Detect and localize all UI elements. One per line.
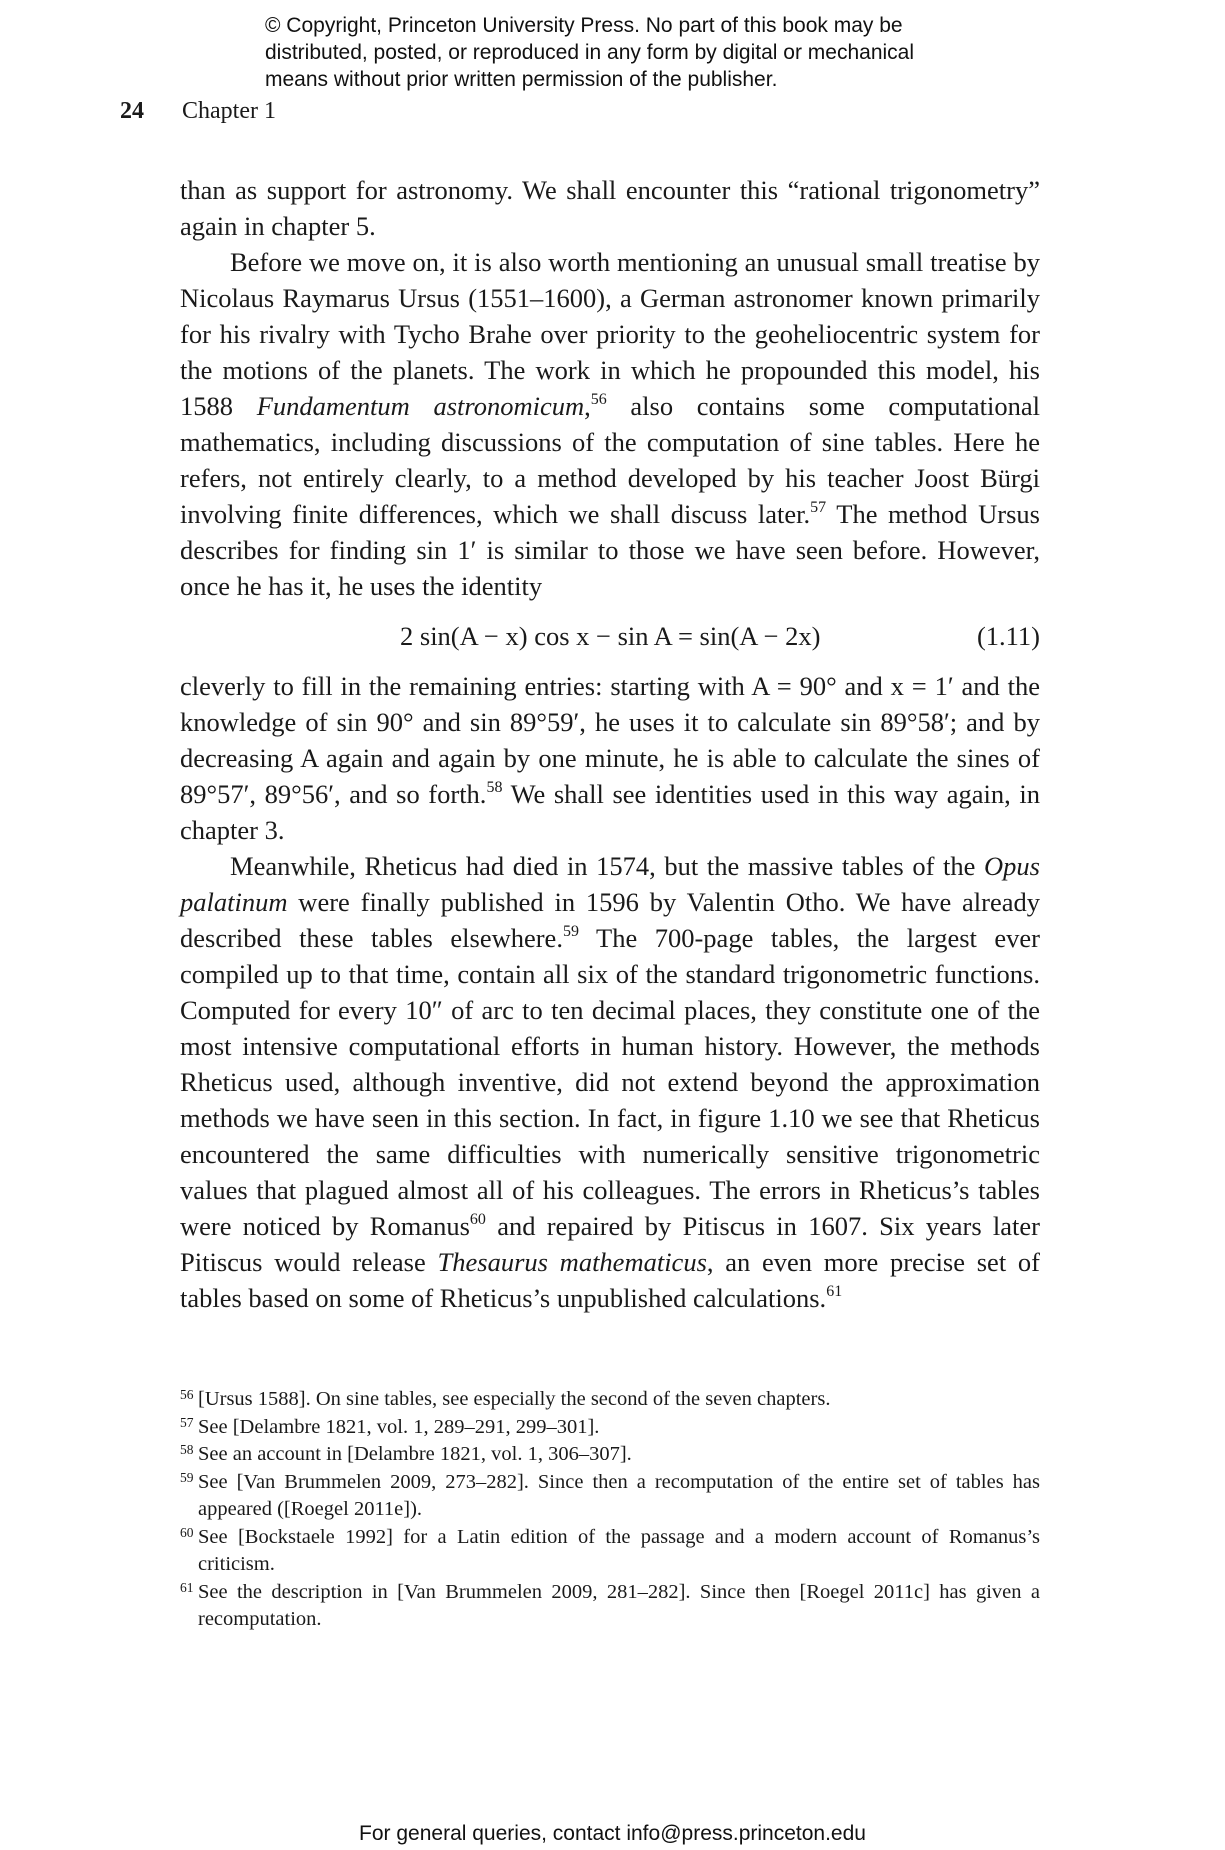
text-run: were finally published in 1596 by Valentin Otho. We have already described these tables elsewhere.: [180, 887, 1040, 953]
paragraph-1: [180, 172, 1040, 244]
footer-contact: For general queries, contact info@press.princeton.edu: [359, 1822, 866, 1845]
footnote-ref: 56: [590, 391, 607, 408]
footnote-text: See the description in [Van Brummelen 2009, 281–282]. Since then [Roegel 2011c] has given a recomputation.: [198, 1580, 1040, 1630]
footnote-text: See [Delambre 1821, vol. 1, 289–291, 299–301].: [198, 1415, 600, 1438]
body-text: [180, 172, 1040, 1316]
text-run: The 700-page tables, the largest ever compiled up to that time, contain all six of the standard trigonometric functions. Computed for every 10″ of arc to ten decimal places, they constitute one of the most intensive computational efforts in human history. However, the methods Rheticus used, although inventive, did not extend beyond the approximation methods we have seen in this section. In fact, in figure 1.10 we see that Rheticus encountered the same difficulties with numerically sensitive trigonometric values that plagued almost all of his colleagues. The errors in Rheticus’s tables were noticed by Romanus: [180, 923, 1041, 1241]
copyright-line-2: distributed, posted, or reproduced in any form by digital or mechanical: [265, 41, 915, 64]
footnote: [180, 1414, 1040, 1442]
book-title: Opus palatinum: [180, 851, 1040, 917]
footnote-number: 58: [180, 1442, 194, 1457]
footnote-text: See [Bockstaele 1992] for a Latin edition of the passage and a modern account of Romanus’s criticism.: [198, 1525, 1040, 1575]
footnote-ref: 58: [486, 779, 503, 796]
footnote-ref: 61: [826, 1283, 843, 1300]
text-run: Before we move on, it is also worth mentioning an unusual small treatise by Nicolaus Raymarus Ursus (1551–1600), a German astronomer known primarily for his rivalry with Tycho Brahe over priority to the geoheliocentric system for the motions of the planets. The work in which he propounded this model, his 1588: [180, 247, 1040, 421]
footnote-number: 59: [180, 1469, 194, 1485]
page-number: 24: [120, 98, 144, 124]
footnote-number: 56: [180, 1387, 194, 1402]
copyright-line-3: means without prior written permission of the publisher.: [265, 68, 778, 91]
footnotes: [180, 1386, 1040, 1634]
footnote-number: 57: [180, 1414, 194, 1430]
book-title: Fundamentum astronomicum: [256, 391, 585, 421]
text-run: We shall see identities used in this way again, in chapter 3.: [180, 779, 1040, 845]
footnote-ref: 57: [810, 499, 827, 516]
running-head: [120, 96, 276, 126]
text-run: ,: [584, 391, 591, 421]
footnote-number: 61: [180, 1579, 194, 1595]
text-run: , an even more precise set of tables based on some of Rheticus’s unpublished calculations.: [180, 1247, 1041, 1313]
paragraph-3: [180, 668, 1040, 848]
paragraph-2: [180, 244, 1040, 604]
footnote: [180, 1524, 1040, 1579]
footnote: [180, 1441, 1040, 1469]
chapter-label: Chapter 1: [182, 98, 276, 124]
footnote: [180, 1579, 1040, 1634]
footnote-text: [Ursus 1588]. On sine tables, see especially the second of the seven chapters.: [198, 1388, 831, 1410]
text-run: and repaired by Pitiscus in 1607. Six years later Pitiscus would release: [180, 1211, 1040, 1277]
footnote: [180, 1386, 1040, 1414]
text-run: Meanwhile, Rheticus had died in 1574, but the massive tables of the: [230, 851, 985, 881]
text-run: also contains some computational mathematics, including discussions of the computation of sine tables. Here he refers, not entirely clearly, to a method developed by his teacher Joost Bürgi involving finite differences, which we shall discuss later.: [180, 391, 1040, 529]
equation-formula: 2 sin(A − x) cos x − sin A = sin(A − 2x): [400, 621, 821, 651]
footnote-number: 60: [180, 1524, 194, 1540]
paragraph-1-text: than as support for astronomy. We shall encounter this “rational trigonometry” again in chapter 5.: [180, 175, 1040, 241]
copyright-line-1: © Copyright, Princeton University Press. No part of this book may be: [265, 14, 903, 37]
equation: [180, 618, 1040, 656]
footnote: [180, 1469, 1040, 1524]
footnote-text: See an account in [Delambre 1821, vol. 1, 306–307].: [198, 1443, 632, 1465]
footnote-ref: 60: [469, 1211, 486, 1228]
book-title: Thesaurus mathematicus: [437, 1247, 707, 1277]
footnote-text: See [Van Brummelen 2009, 273–282]. Since then a recomputation of the entire set of tables has appeared ([Roegel 2011e]).: [198, 1470, 1040, 1520]
equation-number: (1.11): [976, 621, 1040, 651]
copyright-notice: [265, 12, 1025, 93]
footnote-ref: 59: [562, 923, 579, 940]
text-run: cleverly to fill in the remaining entries: starting with A = 90° and x = 1′ and the knowledge of sin 90° and sin 89°59′, he uses it to calculate sin 89°58′; and by decreasing A again and again by one minute, he is able to calculate the sines of 89°57′, 89°56′, and so forth.: [180, 671, 1040, 809]
text-run: The method Ursus describes for finding sin 1′ is similar to those we have seen before. However, once he has it, he uses the identity: [180, 499, 1040, 601]
paragraph-4: [180, 848, 1040, 1316]
